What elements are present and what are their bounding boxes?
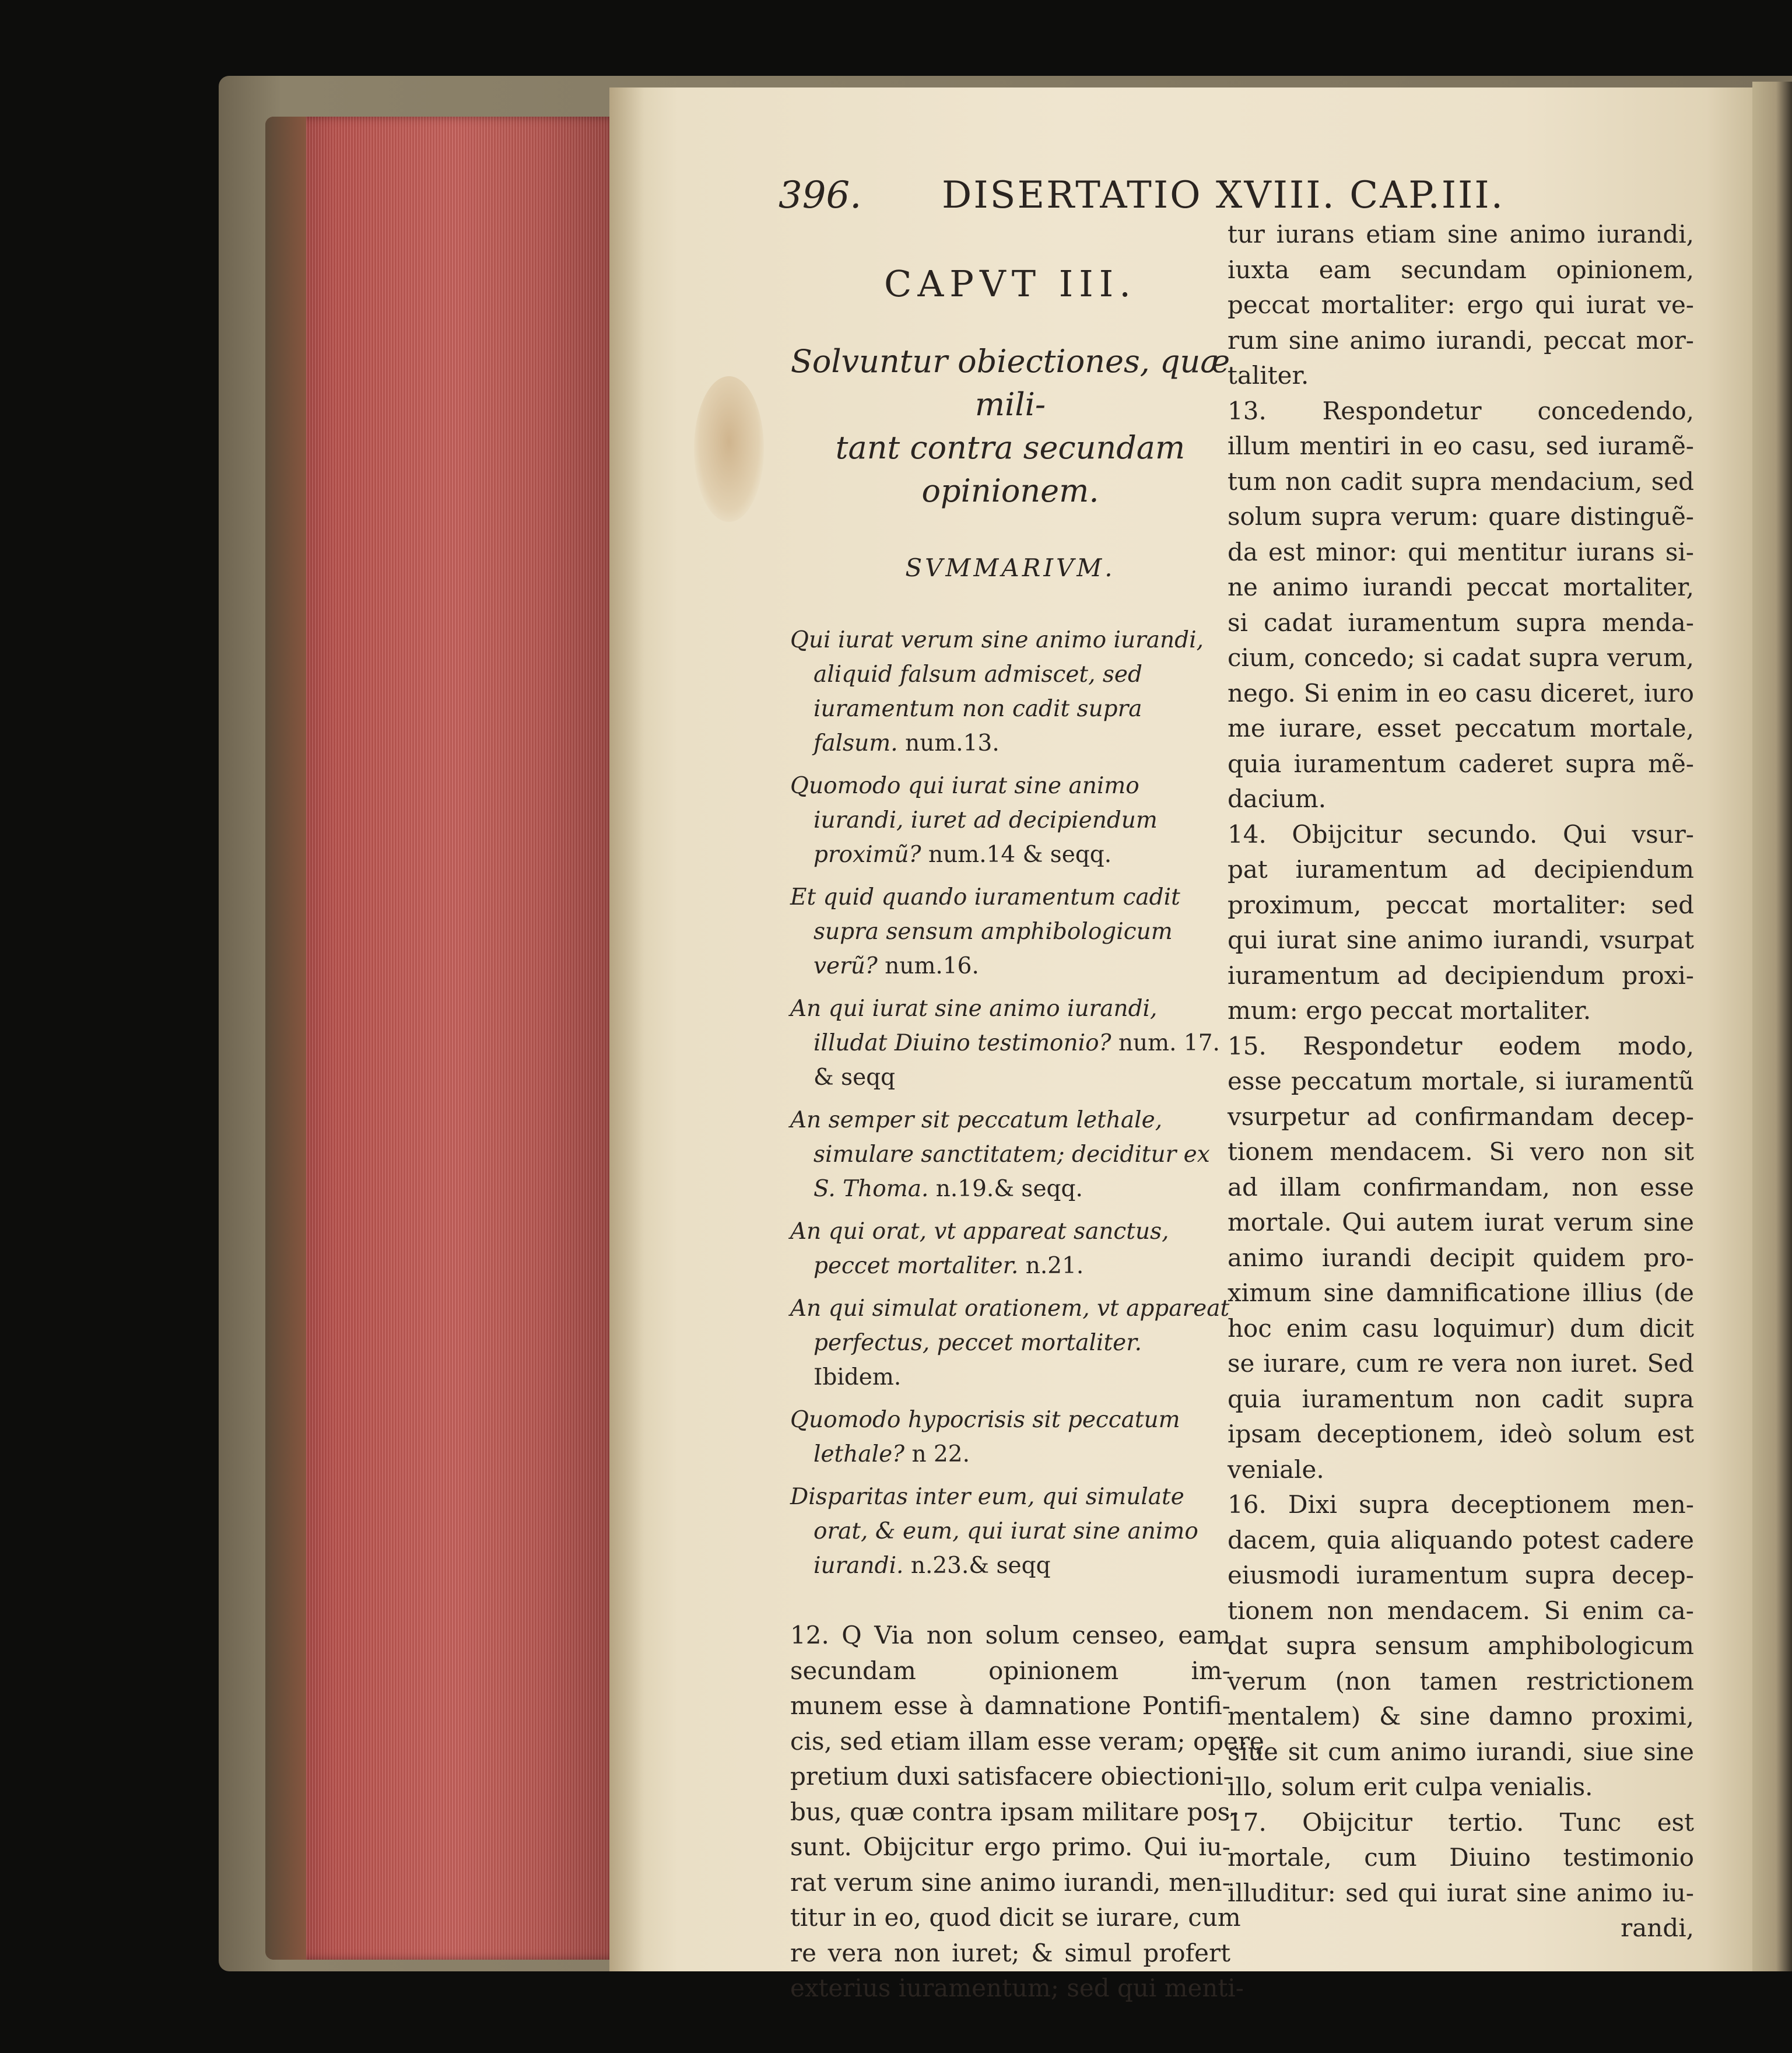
body-line: sunt. Obijcitur ergo primo. Qui iu-: [790, 1833, 1230, 1861]
body-line: mum: ergo peccat mortaliter.: [1228, 996, 1591, 1025]
left-column: [790, 262, 1264, 2006]
summary-item: [790, 1403, 1230, 1472]
body-line: animo iurandi decipit quidem pro-: [1228, 1243, 1694, 1272]
catchword: randi,: [1621, 1914, 1694, 1942]
summary-title: SVMMARIVM.: [905, 553, 1116, 582]
summary-item-text: Qui iurat verum sine animo iurandi, aliquid falsum admiscet, sed iuramentum non cadit supra falsum.: [790, 627, 1204, 756]
body-line: cis, sed etiam illam esse veram; operę: [790, 1726, 1264, 1756]
body-line: proximum, peccat mortaliter: sed: [1228, 890, 1694, 919]
summary-item: [790, 1103, 1230, 1206]
summary-item-ref: num. 17. & seqq: [813, 1030, 1220, 1091]
summary-item-ref: num.16.: [885, 953, 979, 979]
body-line: tionem mendacem. Si vero non sit: [1228, 1137, 1694, 1166]
summary-item-ref: num.14 & seqq.: [928, 842, 1112, 868]
body-line: peccat mortaliter: ergo qui iurat ve-: [1228, 290, 1694, 319]
body-line: munem esse à damnatione Pontifi-: [790, 1691, 1230, 1720]
body-line: ipsam deceptionem, ideò solum est: [1228, 1420, 1694, 1448]
body-line: illo, solum erit culpa venialis.: [1228, 1772, 1593, 1801]
body-line: illum mentiri in eo casu, sed iuramẽ-: [1228, 432, 1694, 460]
summary-item: [790, 1480, 1230, 1583]
body-line: nego. Si enim in eo casu diceret, iuro: [1228, 678, 1694, 707]
summary-item-text: An qui iurat sine animo iurandi, illudat Diuino testimonio?: [790, 996, 1158, 1056]
body-line: verum (non tamen restrictionem: [1228, 1666, 1694, 1695]
body-line: illuditur: sed qui iurat sine animo iu-: [1228, 1878, 1694, 1907]
body-line: 12. Q Via non solum censeo, eam: [790, 1621, 1230, 1649]
summary-item-text: Et quid quando iuramentum cadit supra sensum amphibologicum verũ?: [790, 884, 1180, 979]
body-line: 15. Respondetur eodem modo,: [1228, 1031, 1694, 1060]
body-line: tum non cadit supra mendacium, sed: [1228, 467, 1694, 496]
body-line: me iurare, esset peccatum mortale,: [1228, 714, 1694, 742]
body-line: ne animo iurandi peccat mortaliter,: [1228, 573, 1694, 601]
summary-item: [790, 1214, 1230, 1283]
body-line: pretium duxi satisfacere obiectioni-: [790, 1762, 1232, 1791]
body-line: mortale, cum Diuino testimonio: [1228, 1843, 1694, 1872]
body-line: iuramentum ad decipiendum proxi-: [1228, 961, 1694, 990]
body-line: rat verum sine animo iurandi, men-: [790, 1868, 1230, 1897]
body-line: secundam opinionem im-: [790, 1656, 1230, 1685]
summary-item: [790, 623, 1230, 761]
left-body-text: [790, 1618, 1264, 2006]
body-line: 17. Obijcitur tertio. Tunc est: [1228, 1807, 1694, 1837]
body-line: da est minor: qui mentitur iurans si-: [1228, 537, 1694, 566]
body-line: exterius iuramentum; sed qui menti-: [790, 1974, 1244, 2002]
body-line: cium, concedo; si cadat supra verum,: [1228, 643, 1694, 672]
summary-item-text: Disparitas inter eum, qui simulate orat, & eum, qui iurat sine animo iurandi.: [790, 1484, 1198, 1579]
summary-item: [790, 992, 1230, 1095]
summary-item-text: An qui simulat orationem, vt appareat perfectus, peccet mortaliter.: [790, 1295, 1230, 1356]
summary-item-ref: num.13.: [905, 730, 1000, 756]
body-line: ad illam confirmandam, non esse: [1228, 1172, 1694, 1201]
summary-item-text: An qui orat, vt appareat sanctus, peccet mortaliter.: [790, 1218, 1169, 1279]
body-line: qui iurat sine animo iurandi, vsurpat: [1228, 926, 1694, 954]
summary-list: [790, 623, 1230, 1583]
body-line: rum sine animo iurandi, peccat mor-: [1228, 325, 1694, 355]
facing-page-edge: [1752, 82, 1792, 1971]
body-line: ximum sine damnificatione illius (de: [1228, 1278, 1694, 1307]
subtitle-line: opinionem.: [921, 472, 1099, 509]
body-line: vsurpetur ad confirmandam decep-: [1228, 1102, 1694, 1131]
body-line: dat supra sensum amphibologicum: [1228, 1631, 1694, 1660]
body-line: bus, quæ contra ipsam militare pos-: [790, 1797, 1239, 1826]
body-line: si cadat iuramentum supra menda-: [1228, 608, 1694, 637]
body-line: 16. Dixi supra deceptionem men-: [1228, 1490, 1694, 1519]
body-line: quia iuramentum non cadit supra: [1228, 1384, 1694, 1413]
body-line: tur iurans etiam sine animo iurandi,: [1228, 220, 1694, 248]
body-line: titur in eo, quod dicit se iurare, cum: [790, 1903, 1241, 1932]
body-line: hoc enim casu loquimur) dum dicit: [1228, 1313, 1694, 1343]
cover-edge: [265, 117, 306, 1960]
subtitle-line: tant contra secundam: [835, 429, 1186, 466]
paper-stain: [694, 376, 764, 522]
body-line: pat iuramentum ad decipiendum: [1228, 855, 1694, 884]
chapter-subtitle: [790, 340, 1230, 513]
body-line: siue sit cum animo iurandi, siue sine: [1228, 1737, 1694, 1766]
summary-item: [790, 1291, 1230, 1395]
body-line: tionem non mendacem. Si enim ca-: [1228, 1596, 1694, 1625]
body-line: quia iuramentum caderet supra mẽ-: [1228, 749, 1694, 778]
summary-item-ref: n 22.: [911, 1441, 970, 1467]
running-title: DISERTATIO XVIII. CAP.III.: [942, 174, 1505, 217]
page-gutter-shadow: [609, 87, 644, 1971]
red-page-edges: [265, 117, 609, 1960]
body-line: esse peccatum mortale, si iuramentũ: [1228, 1067, 1694, 1095]
summary-item-text: Quomodo hypocrisis sit peccatum lethale?: [790, 1407, 1180, 1467]
body-line: iuxta eam secundam opinionem,: [1228, 255, 1694, 284]
summary-item-text: An semper sit peccatum lethale, simulare sanctitatem; deciditur ex S. Thoma.: [790, 1107, 1210, 1202]
body-line: mortale. Qui autem iurat verum sine: [1228, 1208, 1694, 1236]
summary-item-ref: n.19.& seqq.: [935, 1176, 1083, 1202]
page-number: 396.: [778, 174, 862, 217]
body-line: mentalem) & sine damno proximi,: [1228, 1702, 1694, 1730]
summary-item: [790, 769, 1230, 872]
body-line: 13. Respondetur concedendo,: [1228, 396, 1694, 425]
chapter-title: CAPVT III.: [884, 262, 1137, 305]
summary-item-ref: n.23.& seqq: [910, 1553, 1051, 1579]
body-line: eiusmodi iuramentum supra decep-: [1228, 1561, 1694, 1589]
summary-item: [790, 880, 1230, 983]
summary-item-text: Quomodo qui iurat sine animo iurandi, iuret ad decipiendum proximũ?: [790, 773, 1158, 868]
body-line: re vera non iuret; & simul profert: [790, 1938, 1230, 1967]
right-column: [1228, 217, 1694, 1946]
summary-item-ref: Ibidem.: [813, 1364, 902, 1390]
body-line: se iurare, cum re vera non iuret. Sed: [1228, 1349, 1694, 1378]
body-line: taliter.: [1228, 361, 1309, 390]
body-line: 14. Obijcitur secundo. Qui vsur-: [1228, 819, 1694, 849]
body-line: dacem, quia aliquando potest cadere: [1228, 1525, 1694, 1554]
summary-item-ref: n.21.: [1025, 1253, 1084, 1279]
body-line: veniale.: [1228, 1455, 1324, 1484]
subtitle-line: Solvuntur obiectiones, quæ mili-: [790, 343, 1230, 423]
body-line: solum supra verum: quare distinguẽ-: [1228, 502, 1694, 531]
body-line: dacium.: [1228, 784, 1327, 813]
